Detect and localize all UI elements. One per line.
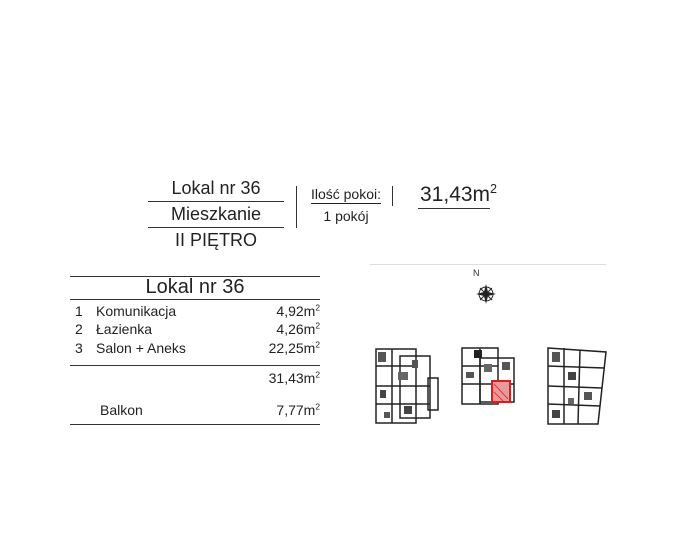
building-right: [548, 348, 606, 424]
row-number: 2: [75, 321, 83, 337]
unit-type: Mieszkanie: [170, 204, 262, 224]
building-left: [376, 349, 438, 423]
row-number: 1: [75, 303, 83, 319]
balcony-area: $7,77m^2$: [276, 401, 320, 418]
row-label: Komunikacja: [96, 303, 177, 319]
highlighted-unit: [492, 381, 510, 402]
sum-area: $31,43m^2$: [268, 369, 320, 386]
rooms-value: 1 pokój: [323, 208, 369, 224]
compass-rose-icon: [476, 284, 496, 304]
total-area: $31,43m^2$: [420, 182, 498, 206]
row-label: Salon + Aneks: [96, 340, 186, 356]
compass-label: N: [473, 268, 480, 278]
total-area-sup: 2: [490, 182, 498, 196]
row-number: 3: [75, 340, 83, 356]
unit-title: Lokal nr 36: [171, 178, 261, 198]
balcony-label: Balkon: [100, 402, 143, 418]
row-area: $4,92m^2$: [276, 302, 320, 319]
rooms-label: Ilość pokoi:: [310, 186, 382, 202]
table-title: Lokal nr 36: [145, 276, 245, 298]
row-area: $4,26m^2$: [276, 320, 320, 337]
row-area: $22,25m^2$: [268, 339, 320, 356]
row-label: Łazienka: [96, 321, 153, 337]
floor-label: II PIĘTRO: [174, 230, 257, 250]
